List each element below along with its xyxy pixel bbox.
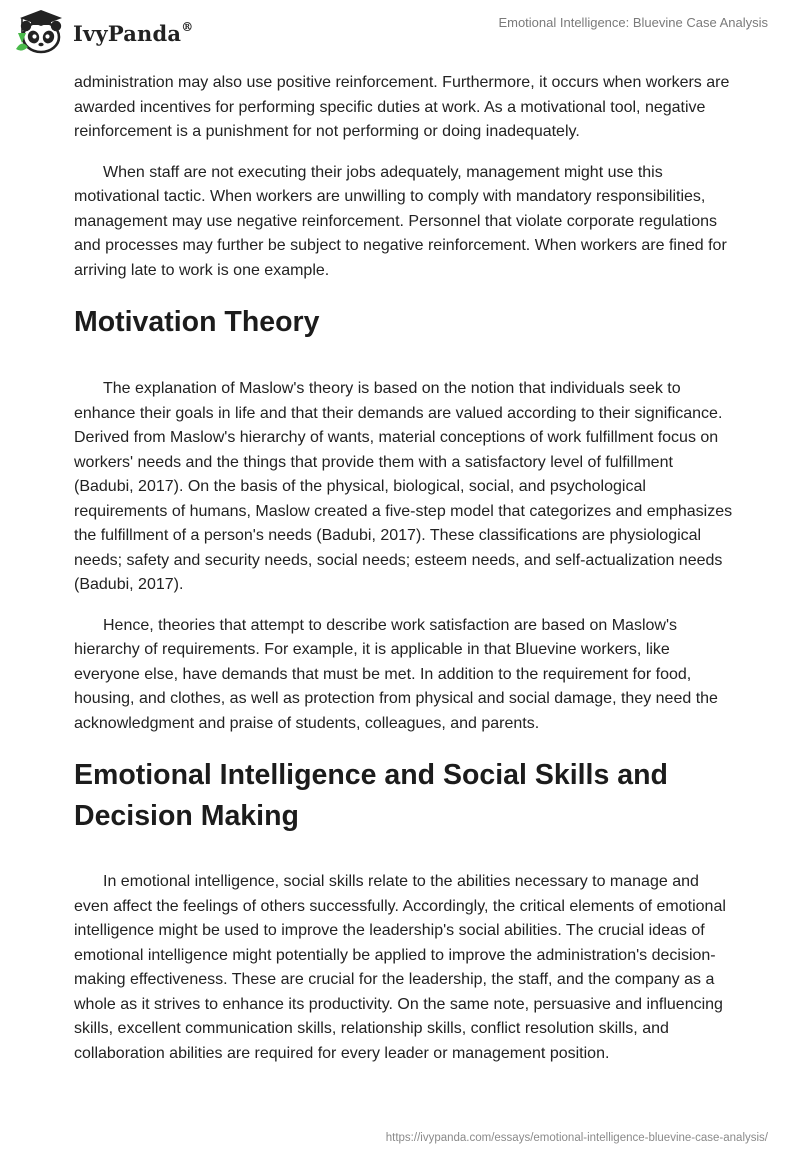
paragraph-work-satisfaction: Hence, theories that attempt to describe work satisfaction are based on Maslow's hierarchy of requirements. For example, it is applicable in that Bluevine workers, like everyone else, have demands that must be met. In addition to the requirement for food, housing, and clothes, as well as protection from physical and social damage, they need the acknowledgment and praise of students, colleagues, and parents. [74, 616, 718, 732]
document-header-title: Emotional Intelligence: Bluevine Case Analysis [498, 15, 768, 30]
paragraph-maslow-theory: The explanation of Maslow's theory is based on the notion that individuals seek to enhance their goals in life and that their demands are valued according to their significance. Derived from Maslow's hierarchy of wants, material conceptions of work fulfillment focus on workers' needs and the things that provide them with a satisfactory level of fulfillment (Badubi, 2017). On the basis of the physical, biological, social, and psychological requirements of humans, Maslow created a five-step model that categorizes and emphasizes the fulfillment of a person's needs (Badubi, 2017). These classifications are physiological needs; safety and security needs, social needs; esteem needs, and self-actualization needs (Badubi, 2017). [74, 380, 733, 593]
heading-motivation-theory: Motivation Theory [74, 306, 320, 338]
brand-name-text: IvyPanda [73, 20, 182, 46]
essay-content [74, 71, 734, 1066]
paragraph-social-skills: In emotional intelligence, social skills relate to the abilities necessary to manage and even affect the feelings of others successfully. Accordingly, the critical elements of emotional intelligence might be used to improve the leadership's social abilities. The crucial ideas of emotional intelligence might potentially be applied to improve the administration's decision-making effectiveness. These are crucial for the leadership, the staff, and the company as a whole as it strives to enhance its productivity. On the same note, persuasive and influencing skills, excellent communication skills, relationship skills, conflict resolution skills, and collaboration abilities are required for every leader or management position. [74, 873, 726, 1062]
paragraph-negative-reinforcement: When staff are not executing their jobs adequately, management might use this motivational tactic. When workers are unwilling to comply with mandatory responsibilities, management may use negative reinforcement. Personnel that violate corporate regulations and processes may further be subject to negative reinforcement. When workers are fined for arriving late to work is one example. [74, 163, 727, 279]
brand-name [73, 21, 193, 46]
paragraph-continuation: administration may also use positive reinforcement. Furthermore, it occurs when workers are awarded incentives for performing specific duties at work. As a motivational tool, negative reinforcement is a punishment for not performing or doing inadequately. [74, 74, 730, 140]
ivypanda-logo[interactable] [14, 9, 193, 55]
heading-emotional-intelligence: Emotional Intelligence and Social Skills and Decision Making [74, 759, 668, 832]
footer-source-url[interactable]: https://ivypanda.com/essays/emotional-intelligence-bluevine-case-analysis/ [385, 1132, 768, 1144]
registered-mark: ® [181, 19, 194, 34]
panda-graduation-cap-icon [14, 9, 68, 55]
